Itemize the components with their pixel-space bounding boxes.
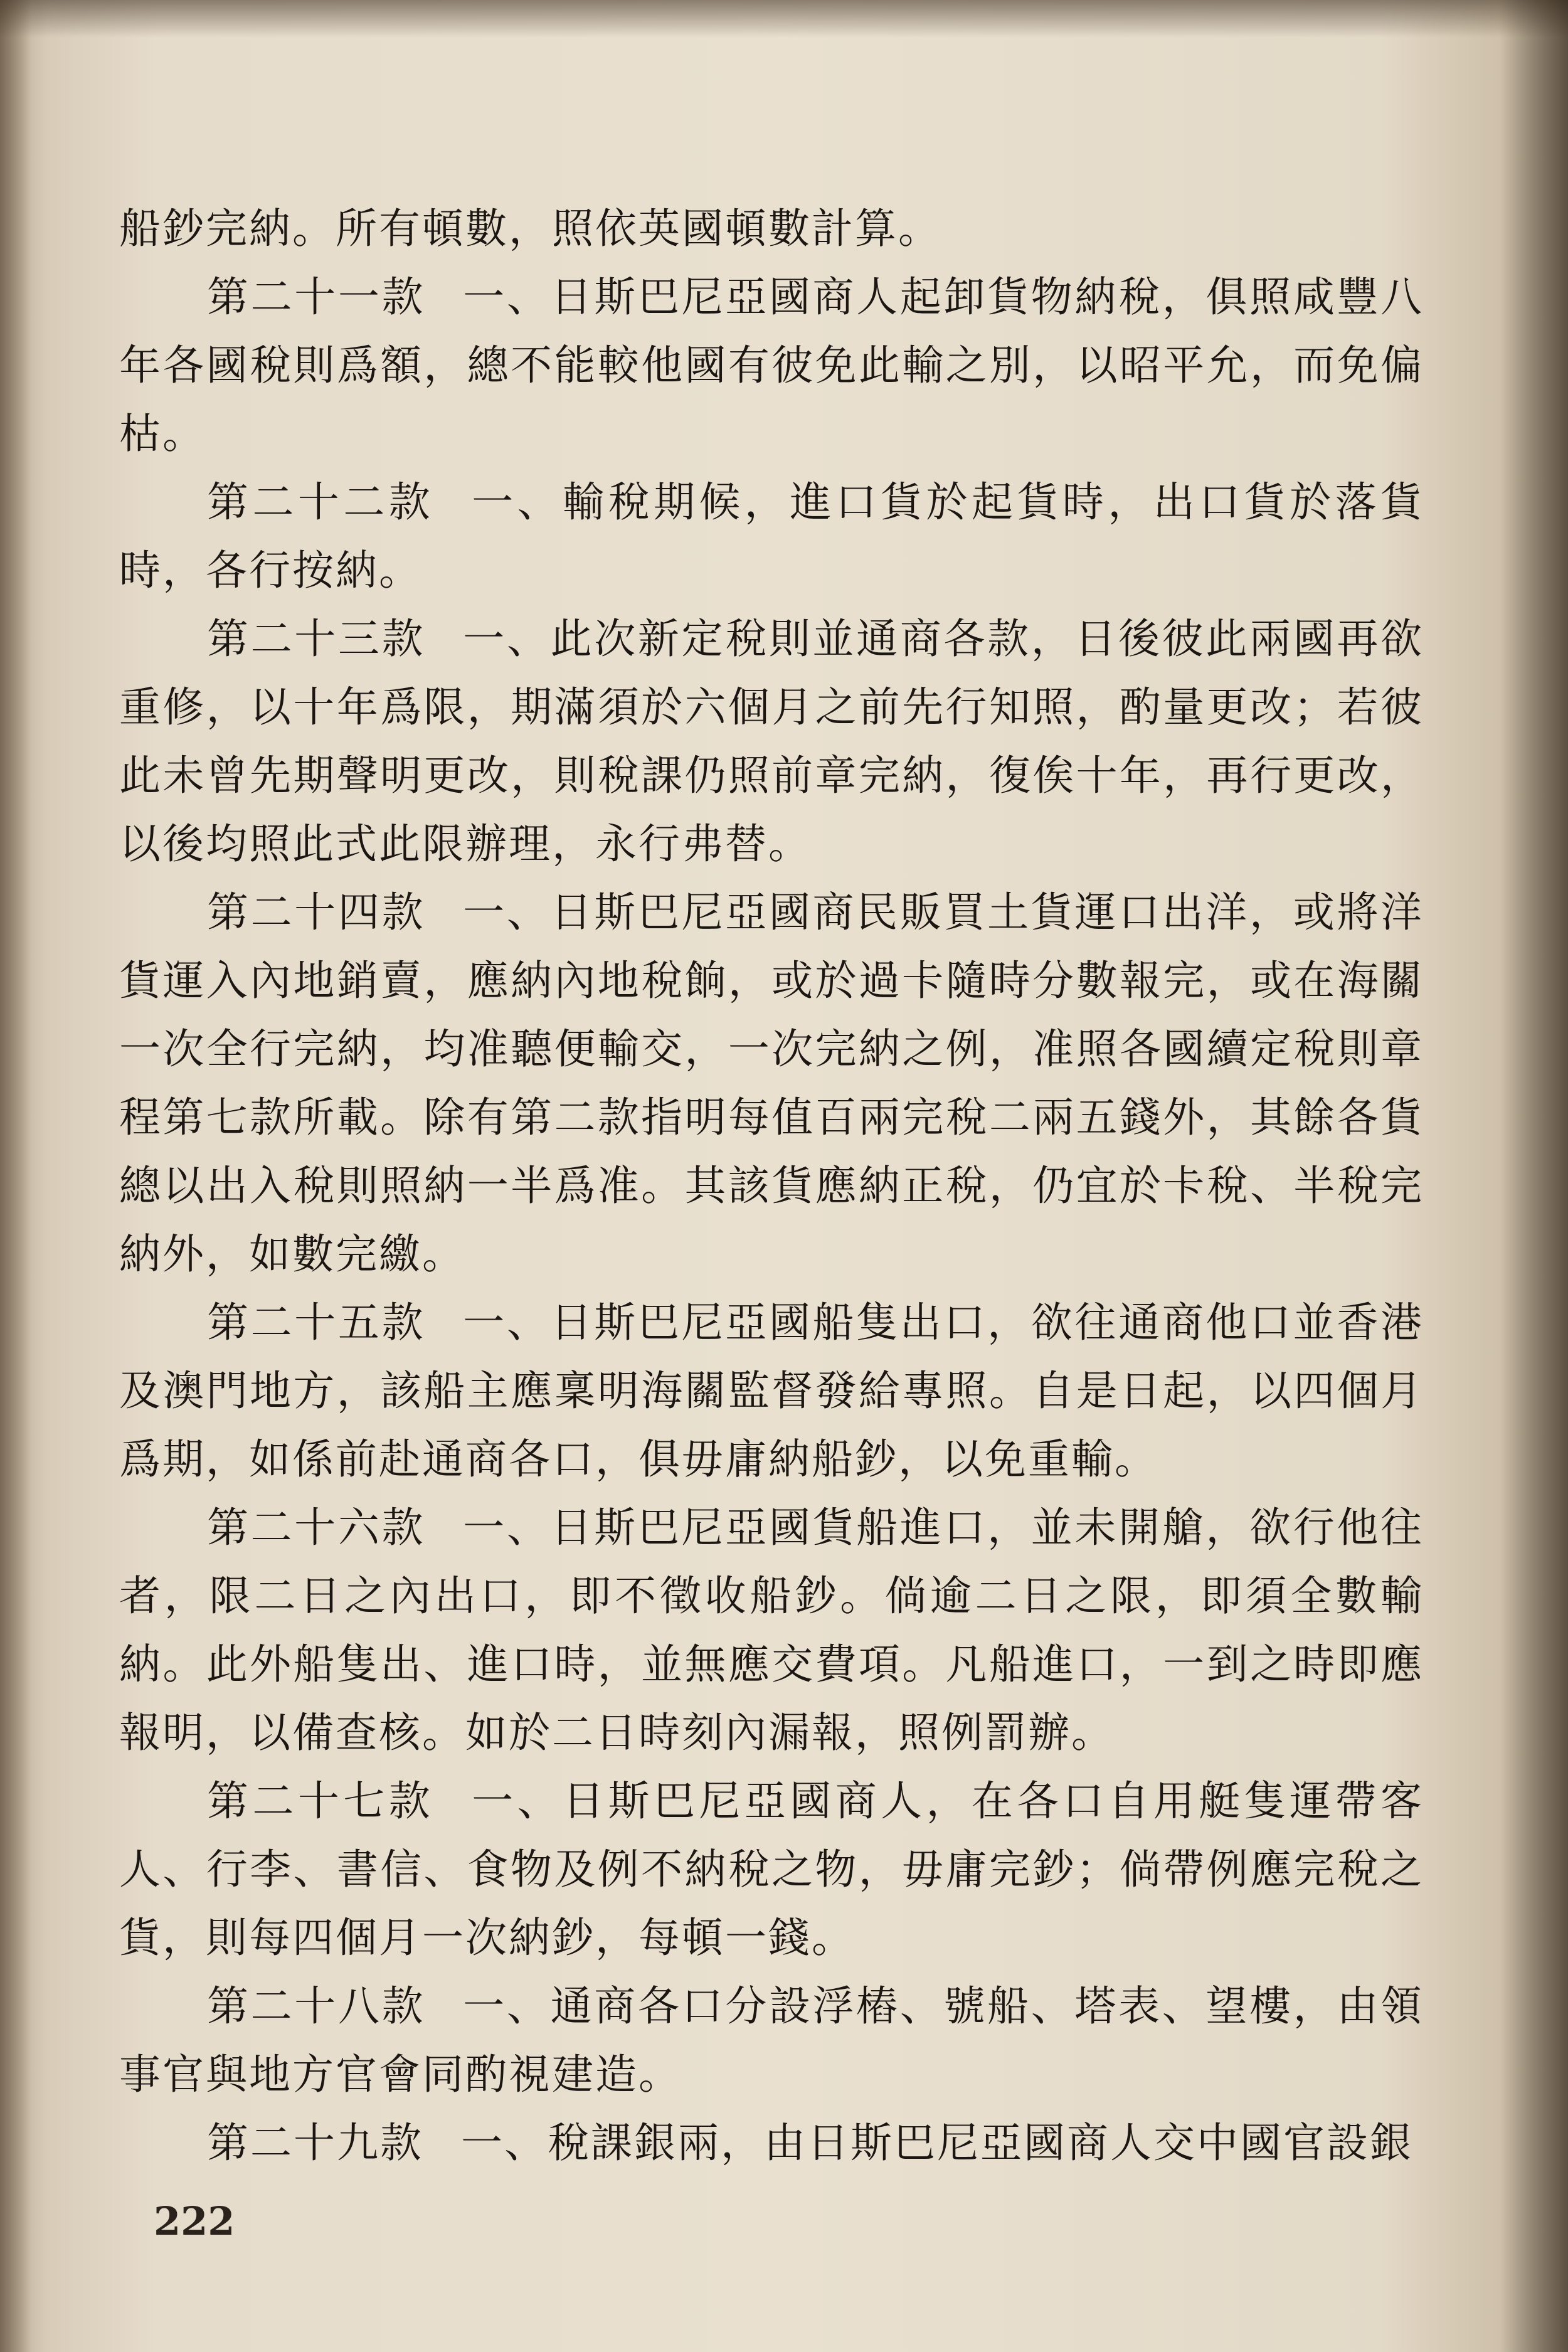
article-26 bbox=[119, 1493, 1424, 1767]
article-number: 第二十二款 bbox=[207, 478, 435, 526]
article-text: 一、日斯巴尼亞國貨船進口，並未開艙，欲行他往者，限二日之內出口，即不徵收船鈔。倘逾二日之限，即須全數輸納。此外船隻出、進口時，並無應交費項。凡船進口，一到之時即應報明，以備查核。如於二日時刻內漏報，照例罰辦。 bbox=[119, 1503, 1424, 1757]
article-text: 一、通商各口分設浮樁、號船、塔表、望樓，由領事官與地方官會同酌視建造。 bbox=[119, 1982, 1424, 2099]
article-text: 一、此次新定稅則並通商各款，日後彼此兩國再欲重修，以十年爲限，期滿須於六個月之前先行知照，酌量更改；若彼此未曾先期聲明更改，則稅課仍照前章完納，復俟十年，再行更改，以後均照此式此限辦理，永行弗替。 bbox=[119, 615, 1424, 868]
article-text: 一、稅課銀兩，由日斯巴尼亞國商人交中國官設銀 bbox=[461, 2119, 1413, 2167]
article-25 bbox=[119, 1288, 1424, 1493]
gutter-shadow bbox=[0, 0, 31, 2352]
article-number: 第二十三款 bbox=[207, 615, 426, 663]
top-shadow bbox=[0, 0, 1568, 38]
article-number: 第二十一款 bbox=[207, 273, 426, 321]
article-27 bbox=[119, 1767, 1424, 1972]
article-number: 第二十五款 bbox=[207, 1298, 426, 1347]
article-text: 一、輸稅期候，進口貨於起貨時，出口貨於落貨時，各行按納。 bbox=[119, 478, 1424, 595]
article-number: 第二十四款 bbox=[207, 888, 426, 936]
paragraph-0 bbox=[119, 194, 1424, 263]
article-21 bbox=[119, 263, 1424, 468]
article-23 bbox=[119, 605, 1424, 878]
paragraph-text: 船鈔完納。所有頓數，照依英國頓數計算。 bbox=[119, 204, 941, 253]
article-text: 一、日斯巴尼亞國商民販買土貨運口出洋，或將洋貨運入內地銷賣，應納內地稅餉，或於過卡隨時分數報完，或在海關一次全行完納，均准聽便輸交，一次完納之例，准照各國續定稅則章程第七款所載。除有第二款指明每值百兩完稅二兩五錢外，其餘各貨總以出入稅則照納一半爲准。其該貨應納正稅，仍宜於卡稅、半稅完納外，如數完繳。 bbox=[119, 888, 1424, 1278]
article-number: 第二十九款 bbox=[207, 2119, 423, 2167]
article-24 bbox=[119, 878, 1424, 1288]
article-22 bbox=[119, 468, 1424, 605]
body-text bbox=[119, 194, 1424, 2177]
article-29 bbox=[119, 2109, 1424, 2177]
page-number: 222 bbox=[154, 2198, 235, 2244]
article-number: 第二十七款 bbox=[207, 1777, 435, 1825]
article-text: 一、日斯巴尼亞國船隻出口，欲往通商他口並香港及澳門地方，該船主應稟明海關監督發給專照。自是日起，以四個月爲期，如係前赴通商各口，俱毋庸納船鈔，以免重輸。 bbox=[119, 1298, 1424, 1483]
article-text: 一、日斯巴尼亞國商人，在各口自用艇隻運帶客人、行李、書信、食物及例不納稅之物，毋庸完鈔；倘帶例應完稅之貨，則每四個月一次納鈔，每頓一錢。 bbox=[119, 1777, 1424, 1962]
edge-shadow bbox=[1499, 0, 1568, 2352]
article-text: 一、日斯巴尼亞國商人起卸貨物納稅，俱照咸豐八年各國稅則爲額，總不能較他國有彼免此輸之別，以昭平允，而免偏枯。 bbox=[119, 273, 1424, 458]
article-28 bbox=[119, 1972, 1424, 2109]
article-number: 第二十六款 bbox=[207, 1503, 426, 1552]
article-number: 第二十八款 bbox=[207, 1982, 426, 2030]
